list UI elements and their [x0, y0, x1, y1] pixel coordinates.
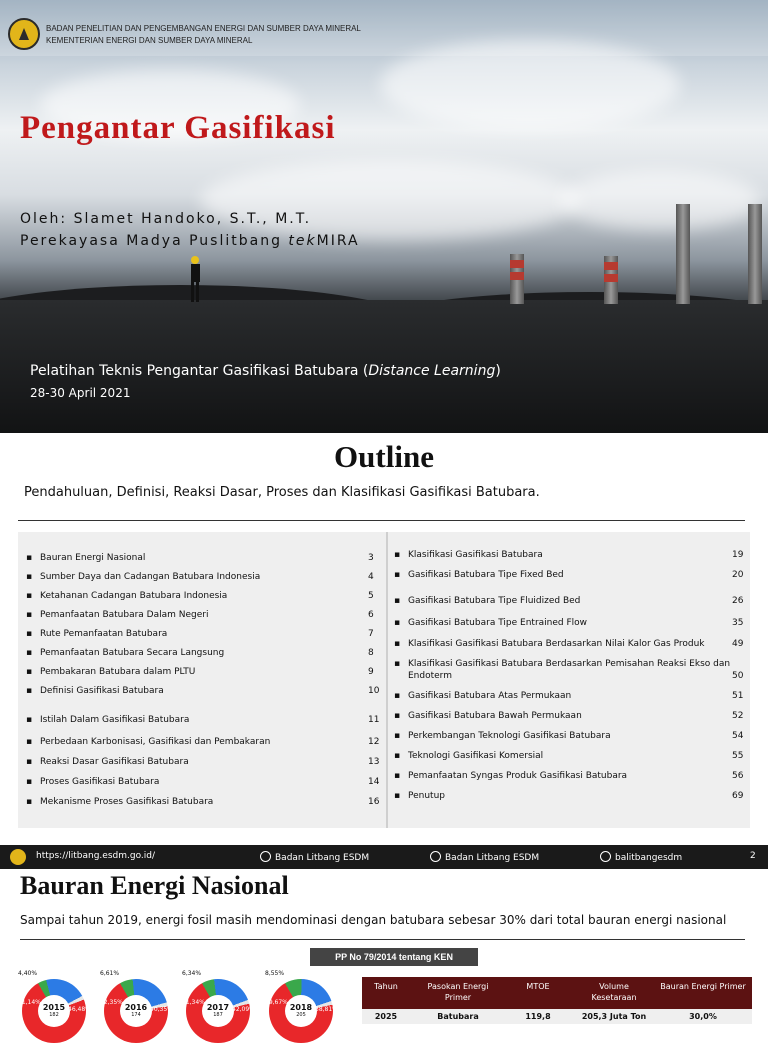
bullet-icon: ▪	[394, 550, 401, 560]
toc-entry[interactable]	[394, 751, 543, 761]
toc-entry-label: Perbedaan Karbonisasi, Gasifikasi dan Pembakaran	[40, 737, 271, 747]
org-line-1: BADAN PENELITIAN DAN PENGEMBANGAN ENERGI DAN SUMBER DAYA MINERAL	[46, 24, 361, 33]
toc-page-number: 20	[732, 570, 744, 580]
toc-page-number: 12	[368, 737, 380, 747]
donut-center	[285, 995, 317, 1027]
organization-name	[46, 23, 361, 47]
table-header-cell: Tahun	[374, 982, 398, 991]
author-role-italic: tek	[288, 233, 317, 249]
table-cell: 205,3 Juta Ton	[581, 1012, 647, 1021]
facebook-icon	[260, 851, 271, 862]
toc-entry-label: Penutup	[408, 791, 445, 801]
toc-entry-label: Gasifikasi Batubara Atas Permukaan	[408, 691, 572, 701]
toc-entry-label: Klasifikasi Gasifikasi Batubara Berdasarkan Nilai Kalor Gas Produk	[408, 639, 705, 649]
regulation-label: PP No 79/2014 tentang KEN	[310, 948, 478, 966]
donut-center	[202, 995, 234, 1027]
instagram-link[interactable]	[600, 851, 682, 863]
toc-page-number: 50	[732, 671, 744, 681]
donut-year: 2017	[206, 1003, 230, 1012]
toc-page-number: 19	[732, 550, 744, 560]
author-role	[20, 230, 360, 252]
page-number: 2	[750, 851, 756, 861]
bullet-icon: ▪	[394, 751, 401, 761]
toc-entry[interactable]	[394, 618, 587, 628]
toc-entry[interactable]	[394, 791, 445, 801]
green-percentage: 6,34%	[182, 970, 202, 977]
green-percentage: 8,55%	[265, 970, 285, 977]
event-italic: Distance Learning	[368, 363, 496, 379]
donut-total: 187	[213, 1012, 223, 1018]
bullet-icon: ▪	[394, 691, 401, 701]
event-date: 28-30 April 2021	[30, 386, 131, 400]
author-role-prefix: Perekayasa Madya Puslitbang	[20, 233, 289, 249]
toc-entry[interactable]	[26, 715, 189, 725]
toc-entry-label: Pemanfaatan Batubara Secara Langsung	[40, 648, 225, 658]
red-percentage: 42,09%	[232, 1006, 255, 1013]
bullet-icon: ▪	[394, 771, 401, 781]
table-of-contents	[18, 532, 750, 828]
toc-entry-label: Rute Pemanfaatan Batubara	[40, 629, 168, 639]
toc-entry[interactable]	[26, 757, 189, 767]
bullet-icon: ▪	[26, 686, 33, 696]
toc-entry[interactable]	[26, 667, 195, 677]
esdm-logo	[8, 18, 40, 50]
toc-entry[interactable]	[394, 639, 705, 649]
blue-percentage: 22,35%	[100, 999, 123, 1006]
toc-entry-label: Gasifikasi Batubara Tipe Fixed Bed	[408, 570, 564, 580]
table-cell: 30,0%	[689, 1012, 717, 1021]
bullet-icon: ▪	[394, 731, 401, 741]
toc-entry-label: Gasifikasi Batubara Tipe Entrained Flow	[408, 618, 588, 628]
toc-entry-label: Istilah Dalam Gasifikasi Batubara	[40, 715, 190, 725]
bullet-icon: ▪	[26, 757, 33, 767]
bullet-icon: ▪	[26, 629, 33, 639]
presentation-title: Pengantar Gasifikasi	[20, 110, 336, 146]
red-percentage: 40,35%	[150, 1006, 173, 1013]
facebook-link[interactable]	[260, 851, 369, 863]
bullet-icon: ▪	[394, 711, 401, 721]
donut-center	[38, 995, 70, 1027]
footer-bar	[0, 845, 768, 869]
toc-page-number: 51	[732, 691, 744, 701]
toc-page-number: 56	[732, 771, 744, 781]
toc-page-number: 10	[368, 686, 380, 696]
donut-total: 174	[131, 1012, 141, 1018]
red-percentage: 38,81%	[315, 1006, 338, 1013]
toc-entry-label: Klasifikasi Gasifikasi Batubara	[408, 550, 543, 560]
bullet-icon: ▪	[26, 737, 33, 747]
bauran-subtitle: Sampai tahun 2019, energi fosil masih mendominasi dengan batubara sebesar 30% dari total bauran energi nasional	[20, 913, 727, 927]
toc-page-number: 26	[732, 596, 744, 606]
toc-page-number: 49	[732, 639, 744, 649]
toc-entry[interactable]	[26, 777, 159, 787]
outline-title: Outline	[334, 439, 434, 474]
column-divider	[386, 532, 388, 828]
event-title	[30, 363, 501, 379]
donut-year: 2018	[289, 1003, 313, 1012]
toc-page-number: 5	[368, 591, 374, 601]
donut-center	[120, 995, 152, 1027]
toc-page-number: 9	[368, 667, 374, 677]
table-cell: 119,8	[525, 1012, 551, 1021]
toc-entry[interactable]	[26, 553, 145, 563]
bauran-title: Bauran Energi Nasional	[20, 871, 289, 900]
donut-total: 182	[49, 1012, 59, 1018]
event-prefix: Pelatihan Teknis Pengantar Gasifikasi Batubara (	[30, 363, 369, 379]
bullet-icon: ▪	[26, 572, 33, 582]
author-name: Oleh: Slamet Handoko, S.T., M.T.	[20, 211, 312, 227]
toc-entry-label: Bauran Energi Nasional	[40, 553, 146, 563]
outline-subtitle: Pendahuluan, Definisi, Reaksi Dasar, Proses dan Klasifikasi Gasifikasi Batubara.	[24, 485, 540, 500]
table-header-cell: MTOE	[526, 982, 550, 991]
youtube-icon	[430, 851, 441, 862]
divider	[18, 520, 745, 521]
toc-entry[interactable]	[394, 711, 582, 721]
event-suffix: )	[495, 363, 501, 379]
donut-year: 2015	[42, 1003, 66, 1012]
facebook-label: Badan Litbang ESDM	[275, 853, 370, 863]
donut-year: 2016	[124, 1003, 148, 1012]
toc-entry-label: Definisi Gasifikasi Batubara	[40, 686, 164, 696]
green-percentage: 6,61%	[100, 970, 120, 977]
ken-table-header	[362, 977, 752, 1009]
toc-entry-label: Pemanfaatan Syngas Produk Gasifikasi Batubara	[408, 771, 628, 781]
table-cell: 2025	[374, 1012, 398, 1021]
toc-entry[interactable]	[394, 659, 730, 669]
toc-page-number: 14	[368, 777, 380, 787]
divider	[20, 939, 745, 940]
toc-entry-label: Mekanisme Proses Gasifikasi Batubara	[40, 797, 214, 807]
toc-page-number: 4	[368, 572, 374, 582]
toc-entry[interactable]	[26, 591, 227, 601]
toc-entry[interactable]	[394, 691, 571, 701]
toc-entry-label: Sumber Daya dan Cadangan Batubara Indonesia	[40, 572, 261, 582]
cloud	[560, 170, 760, 230]
website-link[interactable]: https://litbang.esdm.go.id/	[36, 851, 156, 861]
toc-page-number: 7	[368, 629, 374, 639]
chimney	[510, 254, 524, 304]
toc-entry[interactable]	[26, 686, 164, 696]
toc-entry[interactable]	[394, 570, 564, 580]
bauran-slide	[0, 869, 768, 1024]
toc-entry-label: Gasifikasi Batubara Tipe Fluidized Bed	[408, 596, 581, 606]
bullet-icon: ▪	[26, 610, 33, 620]
bullet-icon: ▪	[26, 715, 33, 725]
ken-header-row	[362, 977, 752, 1009]
toc-page-number: 35	[732, 618, 744, 628]
bullet-icon: ▪	[394, 791, 401, 801]
toc-entry-label: Perkembangan Teknologi Gasifikasi Batubara	[408, 731, 611, 741]
esdm-logo-small	[10, 849, 26, 865]
bullet-icon: ▪	[394, 596, 401, 606]
toc-entry-label: Pembakaran Batubara dalam PLTU	[40, 667, 196, 677]
donut-total: 205	[296, 1012, 306, 1018]
bullet-icon: ▪	[26, 648, 33, 658]
blue-percentage: 19,67%	[265, 999, 288, 1006]
toc-entry-label: Teknologi Gasifikasi Komersial	[408, 751, 544, 761]
bullet-icon: ▪	[26, 591, 33, 601]
toc-page-number: 55	[732, 751, 744, 761]
org-line-2: KEMENTERIAN ENERGI DAN SUMBER DAYA MINERAL	[46, 36, 253, 45]
chimney	[748, 204, 762, 304]
toc-page-number: 13	[368, 757, 380, 767]
bullet-icon: ▪	[394, 570, 401, 580]
bullet-icon: ▪	[394, 639, 401, 649]
toc-page-number: 3	[368, 553, 374, 563]
toc-entry-label: Pemanfaatan Batubara Dalam Negeri	[40, 610, 209, 620]
chimney	[604, 256, 618, 304]
chimney	[676, 204, 690, 304]
toc-page-number: 52	[732, 711, 744, 721]
toc-entry[interactable]	[394, 596, 580, 606]
youtube-label: Badan Litbang ESDM	[445, 853, 540, 863]
worker-silhouette	[186, 255, 204, 303]
toc-entry-label: Klasifikasi Gasifikasi Batubara Berdasarkan Pemisahan Reaksi Ekso dan	[408, 659, 731, 669]
toc-entry-continuation: Endoterm	[408, 671, 452, 681]
toc-entry[interactable]	[26, 648, 224, 658]
toc-entry[interactable]	[26, 629, 167, 639]
cover-slide	[0, 0, 768, 433]
instagram-label: balitbangesdm	[615, 853, 683, 863]
blue-percentage: 21,34%	[182, 999, 205, 1006]
toc-page-number: 6	[368, 610, 374, 620]
bullet-icon: ▪	[26, 777, 33, 787]
bullet-icon: ▪	[394, 618, 401, 628]
bullet-icon: ▪	[394, 659, 401, 669]
table-header-cell: Bauran Energi Primer	[660, 982, 746, 991]
toc-page-number: 11	[368, 715, 380, 725]
toc-entry-label: Reaksi Dasar Gasifikasi Batubara	[40, 757, 189, 767]
red-percentage: 46,48%	[68, 1006, 91, 1013]
toc-entry[interactable]	[394, 550, 543, 560]
outline-slide	[0, 433, 768, 863]
toc-page-number: 8	[368, 648, 374, 658]
author-block	[20, 208, 360, 252]
youtube-link[interactable]	[430, 851, 539, 863]
toc-entry[interactable]	[394, 731, 611, 741]
bullet-icon: ▪	[26, 553, 33, 563]
bullet-icon: ▪	[26, 797, 33, 807]
table-row	[362, 1009, 752, 1024]
toc-entry[interactable]	[26, 797, 213, 807]
table-header-cell: Volume Kesetaraan	[591, 982, 637, 1002]
toc-entry[interactable]	[26, 737, 270, 747]
toc-page-number: 69	[732, 791, 744, 801]
toc-entry[interactable]	[26, 610, 208, 620]
blue-percentage: 21,14%	[18, 999, 41, 1006]
green-percentage: 4,40%	[18, 970, 38, 977]
table-cell: Batubara	[437, 1012, 479, 1021]
toc-entry-label: Gasifikasi Batubara Bawah Permukaan	[408, 711, 582, 721]
toc-entry-label: Proses Gasifikasi Batubara	[40, 777, 160, 787]
toc-page-number: 16	[368, 797, 380, 807]
toc-entry[interactable]	[26, 572, 260, 582]
instagram-icon	[600, 851, 611, 862]
toc-entry-label: Ketahanan Cadangan Batubara Indonesia	[40, 591, 228, 601]
author-role-suffix: MIRA	[316, 233, 360, 249]
bullet-icon: ▪	[26, 667, 33, 677]
toc-page-number: 54	[732, 731, 744, 741]
toc-entry[interactable]	[394, 771, 627, 781]
table-header-cell: Pasokan Energi Primer	[427, 982, 489, 1002]
